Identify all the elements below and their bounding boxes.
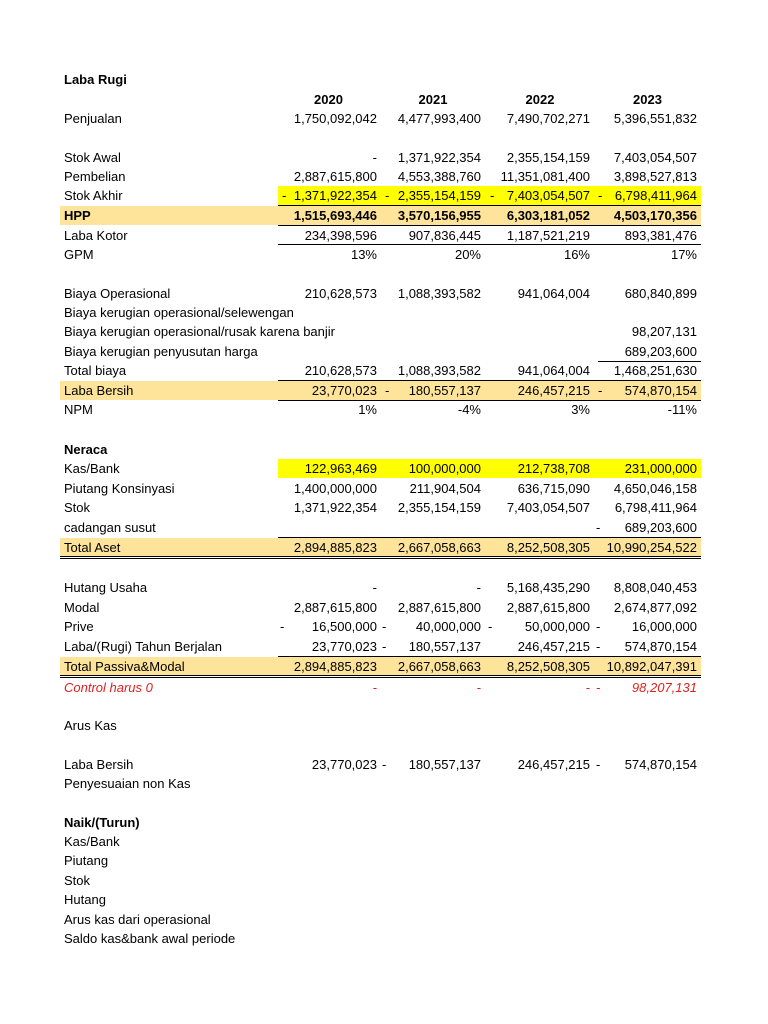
cell: 40,000,000 [415, 619, 481, 634]
year-header-row [0, 90, 768, 109]
row-label: Naik/(Turun) [64, 815, 140, 830]
cell: 1,750,092,042 [293, 111, 377, 126]
row-total-biaya [0, 361, 768, 380]
cell: 941,064,004 [517, 286, 590, 301]
year-header: 2023 [633, 92, 662, 107]
cell: 16,500,000 [311, 619, 377, 634]
minus-sign: - [385, 188, 390, 203]
row-label: Penyesuaian non Kas [64, 776, 191, 791]
row-biaya-selewengan [0, 303, 768, 322]
row-label: Hutang [64, 892, 106, 907]
cell: 1% [358, 402, 377, 417]
cell: 3% [571, 402, 590, 417]
row-gpm [0, 245, 768, 264]
cell: 8,808,040,453 [613, 580, 697, 595]
cell: 907,836,445 [408, 228, 481, 243]
section-title: Arus Kas [64, 718, 117, 733]
cell: 13% [350, 247, 377, 262]
minus-sign: - [596, 680, 601, 695]
row-biaya-banjir [0, 322, 768, 341]
cell: 23,770,023 [311, 639, 377, 654]
cell: 7,403,054,507 [506, 188, 590, 203]
section-title: Laba Rugi [64, 72, 127, 87]
row-label: GPM [64, 247, 94, 262]
cell: 6,798,411,964 [614, 188, 697, 203]
cell: 1,400,000,000 [293, 481, 377, 496]
cell: 1,187,521,219 [506, 228, 590, 243]
row-total-passiva [0, 657, 768, 676]
cell: 2,674,877,092 [613, 600, 697, 615]
cell: 2,355,154,159 [506, 150, 590, 165]
cell: 689,203,600 [624, 344, 697, 359]
row-label: Stok [64, 500, 91, 515]
cell: 17% [670, 247, 697, 262]
row-ak-kas-bank [0, 832, 768, 851]
cell: 2,887,615,800 [397, 600, 481, 615]
cell: 234,398,596 [304, 228, 377, 243]
cell: 7,490,702,271 [506, 111, 590, 126]
row-label: Stok Awal [64, 150, 121, 165]
cell: - [585, 680, 590, 695]
cell: 23,770,023 [311, 383, 377, 398]
cell: 211,904,504 [409, 481, 481, 496]
row-npm [0, 400, 768, 419]
cell: 3,898,527,813 [613, 169, 697, 184]
row-label: Piutang Konsinyasi [64, 481, 175, 496]
cell: 636,715,090 [517, 481, 590, 496]
row-laba-tahun-berjalan [0, 637, 768, 656]
row-stok-awal [0, 148, 768, 167]
cell: 2,887,615,800 [506, 600, 590, 615]
cell: 210,628,573 [304, 286, 377, 301]
cell: - [372, 150, 377, 165]
cell: 212,738,708 [517, 461, 590, 476]
row-label: Laba Bersih [64, 383, 134, 398]
cell: 1,371,922,354 [293, 500, 377, 515]
cell: -4% [457, 402, 481, 417]
row-ak-laba-bersih [0, 755, 768, 774]
cell: 16,000,000 [631, 619, 697, 634]
row-piutang-konsinyasi [0, 479, 768, 498]
cell: 2,894,885,823 [293, 659, 377, 674]
row-biaya-penyusutan [0, 342, 768, 361]
cell: 1,515,693,446 [293, 208, 377, 223]
minus-sign: - [488, 619, 493, 634]
cell: - [372, 680, 377, 695]
row-ak-piutang [0, 851, 768, 870]
minus-sign: - [382, 619, 387, 634]
row-biaya-operasional [0, 284, 768, 303]
row-hutang-usaha [0, 578, 768, 597]
cell: 23,770,023 [311, 757, 377, 772]
row-label: Kas/Bank [64, 461, 120, 476]
cell: 8,252,508,305 [506, 659, 590, 674]
minus-sign: - [282, 188, 287, 203]
row-control [0, 678, 768, 697]
cell: 5,168,435,290 [506, 580, 590, 595]
row-label: Laba/(Rugi) Tahun Berjalan [64, 639, 223, 654]
cell: -11% [667, 402, 697, 417]
row-naik-turun [0, 813, 768, 832]
minus-sign: - [490, 188, 495, 203]
cell: 1,088,393,582 [397, 286, 481, 301]
row-modal [0, 598, 768, 617]
minus-sign: - [596, 639, 601, 654]
row-label: Modal [64, 600, 100, 615]
cell: - [372, 580, 377, 595]
cell: 122,963,469 [304, 461, 377, 476]
row-label: Total Passiva&Modal [64, 659, 185, 674]
minus-sign: - [596, 619, 601, 634]
row-total-aset [0, 538, 768, 557]
row-label: Saldo kas&bank awal periode [64, 931, 236, 946]
cell: 2,667,058,663 [397, 540, 481, 555]
row-cadangan-susut [0, 518, 768, 537]
row-label: Piutang [64, 853, 109, 868]
row-label: cadangan susut [64, 520, 156, 535]
row-label: NPM [64, 402, 93, 417]
minus-sign: - [598, 383, 603, 398]
row-label: Stok [64, 873, 91, 888]
cell: 2,355,154,159 [397, 188, 481, 203]
cell: 180,557,137 [408, 383, 481, 398]
row-label: Biaya Operasional [64, 286, 171, 301]
row-stok [0, 498, 768, 517]
cell: 680,840,899 [624, 286, 697, 301]
arus-kas-title-row [0, 716, 768, 735]
row-label: Biaya kerugian operasional/selewengan [64, 305, 294, 320]
minus-sign: - [382, 757, 387, 772]
cell: 2,887,615,800 [293, 169, 377, 184]
row-saldo-awal [0, 929, 768, 948]
cell: 100,000,000 [408, 461, 481, 476]
row-kas-bank [0, 459, 768, 478]
cell: 4,650,046,158 [613, 481, 697, 496]
cell: 574,870,154 [624, 639, 697, 654]
cell: 6,798,411,964 [614, 500, 697, 515]
cell: 4,477,993,400 [397, 111, 481, 126]
cell: 1,088,393,582 [397, 363, 481, 378]
row-prive [0, 617, 768, 636]
minus-sign: - [385, 383, 390, 398]
cell: 6,303,181,052 [506, 208, 590, 223]
cell: 231,000,000 [624, 461, 697, 476]
year-header: 2020 [314, 92, 343, 107]
row-label: Hutang Usaha [64, 580, 148, 595]
minus-sign: - [596, 520, 601, 535]
row-label: Prive [64, 619, 94, 634]
cell: 246,457,215 [517, 639, 590, 654]
row-label: Kas/Bank [64, 834, 120, 849]
cell: - [476, 680, 481, 695]
cell: 2,355,154,159 [397, 500, 481, 515]
cell: 574,870,154 [624, 383, 697, 398]
row-label: Biaya kerugian operasional/rusak karena banjir [64, 324, 335, 339]
laba-rugi-title-row [0, 70, 768, 89]
row-hpp [0, 206, 768, 225]
cell: 180,557,137 [408, 639, 481, 654]
row-label: Arus kas dari operasional [64, 912, 211, 927]
cell: 10,990,254,522 [606, 540, 697, 555]
cell: 50,000,000 [524, 619, 590, 634]
cell: 1,371,922,354 [293, 188, 377, 203]
cell: 246,457,215 [517, 383, 590, 398]
row-label: Laba Bersih [64, 757, 134, 772]
cell: 5,396,551,832 [613, 111, 697, 126]
row-label: Pembelian [64, 169, 126, 184]
row-label: HPP [64, 208, 91, 223]
cell: 574,870,154 [624, 757, 697, 772]
year-header: 2021 [418, 92, 448, 107]
double-underline [60, 556, 701, 559]
cell: 180,557,137 [408, 757, 481, 772]
cell: 8,252,508,305 [506, 540, 590, 555]
cell: 1,371,922,354 [397, 150, 481, 165]
year-header: 2022 [525, 92, 555, 107]
row-label: Total Aset [64, 540, 121, 555]
cell: 941,064,004 [517, 363, 590, 378]
row-penyesuaian [0, 774, 768, 793]
cell: 689,203,600 [624, 520, 697, 535]
row-ak-hutang [0, 890, 768, 909]
minus-sign: - [382, 639, 387, 654]
cell: 893,381,476 [624, 228, 697, 243]
cell: - [476, 580, 481, 595]
row-ak-stok [0, 871, 768, 890]
minus-sign: - [598, 188, 603, 203]
cell: 1,468,251,630 [613, 363, 697, 378]
minus-sign: - [280, 619, 285, 634]
row-laba-bersih [0, 381, 768, 400]
minus-sign: - [596, 757, 601, 772]
neraca-title-row [0, 440, 768, 459]
cell: 246,457,215 [517, 757, 590, 772]
row-label: Total biaya [64, 363, 127, 378]
cell: 16% [563, 247, 590, 262]
cell: 20% [454, 247, 481, 262]
cell: 11,351,081,400 [500, 169, 590, 184]
cell: 210,628,573 [304, 363, 377, 378]
row-label: Stok Akhir [64, 188, 123, 203]
row-laba-kotor [0, 226, 768, 245]
row-label: Biaya kerugian penyusutan harga [64, 344, 258, 359]
cell: 2,667,058,663 [397, 659, 481, 674]
cell: 3,570,156,955 [397, 208, 481, 223]
row-arus-operasional [0, 910, 768, 929]
cell: 4,503,170,356 [613, 208, 697, 223]
cell: 10,892,047,391 [606, 659, 697, 674]
cell: 2,894,885,823 [293, 540, 377, 555]
row-label: Penjualan [64, 111, 122, 126]
cell: 2,887,615,800 [293, 600, 377, 615]
cell: 7,403,054,507 [613, 150, 697, 165]
section-title: Neraca [64, 442, 108, 457]
cell: 98,207,131 [631, 324, 697, 339]
row-label: Control harus 0 [64, 680, 153, 695]
row-penjualan [0, 109, 768, 128]
row-label: Laba Kotor [64, 228, 128, 243]
cell: 4,553,388,760 [397, 169, 481, 184]
row-pembelian [0, 167, 768, 186]
cell: 98,207,131 [631, 680, 697, 695]
cell: 7,403,054,507 [506, 500, 590, 515]
row-stok-akhir [0, 186, 768, 205]
